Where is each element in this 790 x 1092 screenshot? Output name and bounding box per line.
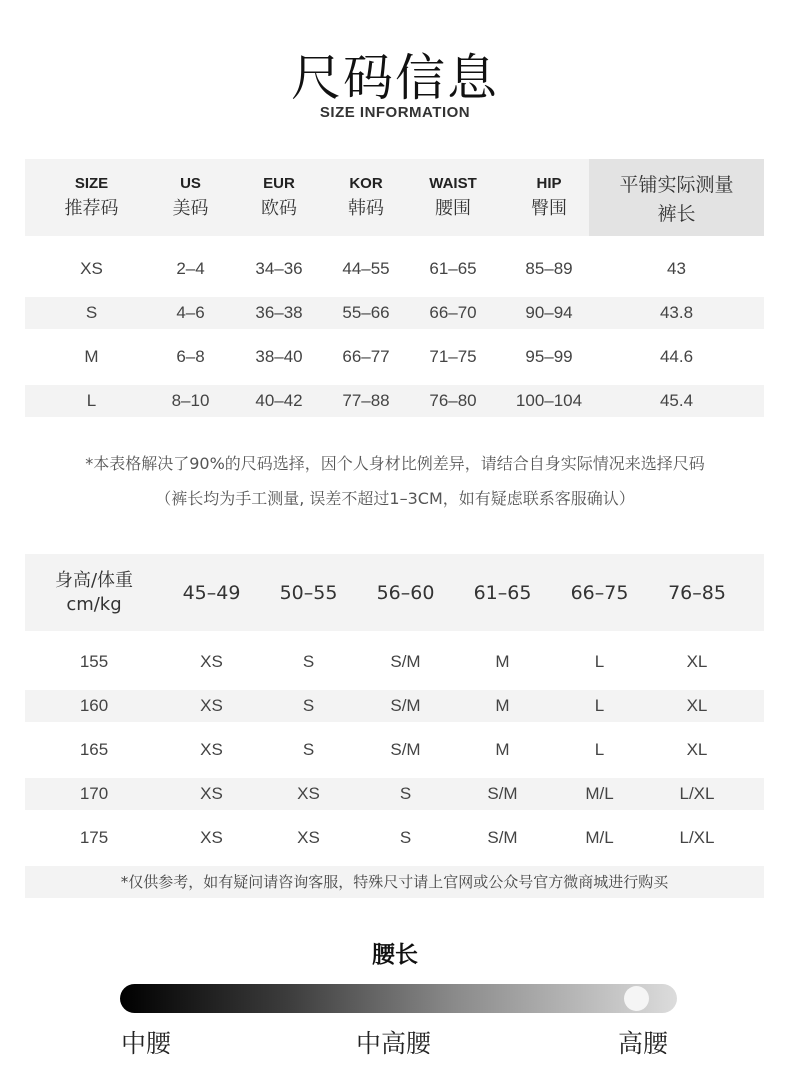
cell-waist: 76–80 [429, 391, 477, 410]
header-weight-range: 66–75 [570, 581, 629, 604]
cell-waist: 66–70 [429, 303, 477, 322]
cell-recommended-size: S [302, 652, 315, 671]
cell-recommended-size: M [495, 696, 510, 715]
cell-recommended-size: L/XL [679, 784, 715, 803]
header-us: US 美码 [172, 175, 209, 219]
header-hip: HIP 臀围 [531, 175, 567, 219]
cell-height: 170 [79, 784, 109, 803]
cell-recommended-size: XS [200, 828, 223, 847]
cell-size: XS [80, 259, 103, 278]
cell-us: 8–10 [171, 391, 210, 410]
cell-recommended-size: XL [686, 696, 708, 715]
waist-gradient-bar [120, 984, 677, 1013]
cell-recommended-size: XS [297, 784, 320, 803]
size-table-row [25, 253, 764, 285]
disclaimer: *仅供参考，如有疑问请咨询客服，特殊尺寸请上官网或公众号官方微商城进行购买 [25, 866, 764, 898]
cell-recommended-size: S/M [390, 652, 421, 671]
header-weight-range: 56–60 [376, 581, 435, 604]
waist-indicator-knob [624, 986, 649, 1011]
cell-hip: 90–94 [525, 303, 573, 322]
cell-recommended-size: L [594, 652, 605, 671]
cell-size: S [85, 303, 98, 322]
page-subtitle: SIZE INFORMATION [319, 104, 471, 121]
cell-recommended-size: XL [686, 740, 708, 759]
size-table [25, 159, 764, 417]
cell-kor: 66–77 [342, 347, 390, 366]
cell-recommended-size: M/L [585, 784, 614, 803]
cell-kor: 77–88 [342, 391, 390, 410]
cell-recommended-size: S [302, 740, 315, 759]
cell-recommended-size: S [399, 828, 412, 847]
fit-table-row [25, 646, 764, 678]
header-weight-range: 45–49 [182, 581, 241, 604]
cell-recommended-size: XS [200, 652, 223, 671]
cell-eur: 38–40 [255, 347, 303, 366]
cell-recommended-size: S/M [390, 696, 421, 715]
cell-waist: 61–65 [429, 259, 477, 278]
fit-table-row [25, 690, 764, 722]
cell-hip: 100–104 [515, 391, 583, 410]
fit-table-row [25, 822, 764, 854]
size-table-header [25, 159, 764, 236]
cell-waist: 71–75 [429, 347, 477, 366]
size-table-row [25, 341, 764, 373]
cell-recommended-size: XS [297, 828, 320, 847]
header-size: SIZE 推荐码 [64, 175, 119, 219]
cell-pants-length: 45.4 [659, 391, 694, 410]
header-weight-range: 76–85 [668, 581, 726, 604]
cell-hip: 85–89 [525, 259, 573, 278]
cell-recommended-size: S/M [487, 784, 518, 803]
cell-us: 2–4 [176, 259, 205, 278]
cell-size: M [84, 347, 99, 366]
cell-us: 4–6 [176, 303, 205, 322]
waist-label-mid-high: 中高腰 [356, 1029, 432, 1058]
cell-recommended-size: M [495, 652, 510, 671]
cell-us: 6–8 [176, 347, 205, 366]
cell-height: 155 [79, 652, 109, 671]
fit-table-header [25, 554, 764, 631]
cell-recommended-size: L [594, 740, 605, 759]
waist-label-high: 高腰 [618, 1029, 669, 1058]
header-weight-range: 50–55 [279, 581, 338, 604]
cell-recommended-size: M [495, 740, 510, 759]
header-pants-length: 平铺实际测量 裤长 [589, 159, 764, 236]
cell-height: 165 [79, 740, 109, 759]
header-height-weight: 身高/体重 cm/kg [54, 569, 134, 615]
cell-kor: 44–55 [342, 259, 390, 278]
cell-recommended-size: S/M [390, 740, 421, 759]
cell-recommended-size: L/XL [679, 828, 715, 847]
cell-recommended-size: S [399, 784, 412, 803]
cell-height: 160 [79, 696, 109, 715]
cell-recommended-size: XL [686, 652, 708, 671]
fit-table-row [25, 734, 764, 766]
cell-recommended-size: XS [200, 784, 223, 803]
size-table-row [25, 385, 764, 417]
page-title: 尺码信息 [291, 49, 499, 107]
header-kor: KOR 韩码 [348, 175, 384, 219]
header-weight-range: 61–65 [473, 581, 532, 604]
cell-eur: 40–42 [255, 391, 303, 410]
cell-recommended-size: S [302, 696, 315, 715]
cell-recommended-size: XS [200, 696, 223, 715]
cell-pants-length: 44.6 [659, 347, 694, 366]
cell-recommended-size: XS [200, 740, 223, 759]
cell-hip: 95–99 [525, 347, 573, 366]
cell-size: L [86, 391, 97, 410]
size-note-2: （裤长均为手工测量, 误差不超过1–3CM，如有疑虑联系客服确认） [155, 489, 635, 508]
cell-recommended-size: S/M [487, 828, 518, 847]
cell-recommended-size: L [594, 696, 605, 715]
cell-kor: 55–66 [342, 303, 390, 322]
size-table-row [25, 297, 764, 329]
size-note-1: *本表格解决了90%的尺码选择，因个人身材比例差异，请结合自身实际情况来选择尺码 [85, 454, 705, 473]
header-waist: WAIST 腰围 [429, 175, 477, 219]
cell-pants-length: 43 [667, 259, 686, 278]
cell-recommended-size: M/L [585, 828, 614, 847]
header-eur: EUR 欧码 [261, 175, 297, 219]
cell-eur: 34–36 [255, 259, 303, 278]
cell-height: 175 [79, 828, 109, 847]
cell-eur: 36–38 [255, 303, 303, 322]
waist-label-mid: 中腰 [121, 1029, 172, 1058]
waist-title: 腰长 [372, 942, 418, 968]
fit-table [25, 554, 764, 854]
fit-table-row [25, 778, 764, 810]
cell-pants-length: 43.8 [659, 303, 694, 322]
